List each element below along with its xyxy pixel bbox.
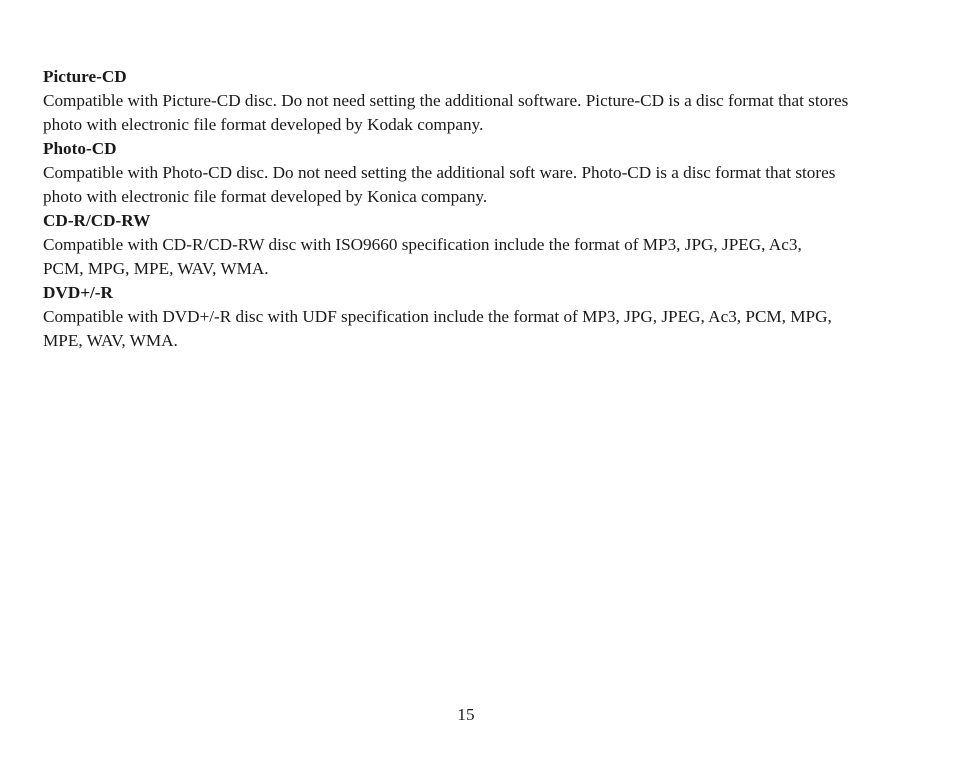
section-body-line: Compatible with CD-R/CD-RW disc with ISO9660 specification include the format of MP3, JPG, JPEG, Ac3,: [43, 235, 802, 254]
section-body-line: PCM, MPG, MPE, WAV, WMA.: [43, 259, 269, 278]
page-number: 15: [457, 705, 475, 724]
document-body: [43, 65, 903, 353]
section-picture-cd: [43, 65, 903, 137]
section-body-line: Compatible with DVD+/-R disc with UDF specification include the format of MP3, JPG, JPEG, Ac3, PCM, MPG,: [43, 307, 832, 326]
section-heading: CD-R/CD-RW: [43, 211, 151, 230]
section-body-line: photo with electronic file format developed by Konica company.: [43, 187, 488, 206]
section-body-line: Compatible with Photo-CD disc. Do not need setting the additional soft ware. Photo-CD is a disc format that stores: [43, 163, 836, 182]
section-cd-r-cd-rw: [43, 209, 903, 281]
section-dvd-r: [43, 281, 903, 353]
section-photo-cd: [43, 137, 903, 209]
section-body-line: Compatible with Picture-CD disc. Do not need setting the additional software. Picture-CD is a disc format that stores: [43, 91, 849, 110]
section-heading: Picture-CD: [43, 67, 127, 86]
section-heading: Photo-CD: [43, 139, 117, 158]
section-body-line: photo with electronic file format developed by Kodak company.: [43, 115, 484, 134]
section-body-line: MPE, WAV, WMA.: [43, 331, 178, 350]
section-heading: DVD+/-R: [43, 283, 113, 302]
